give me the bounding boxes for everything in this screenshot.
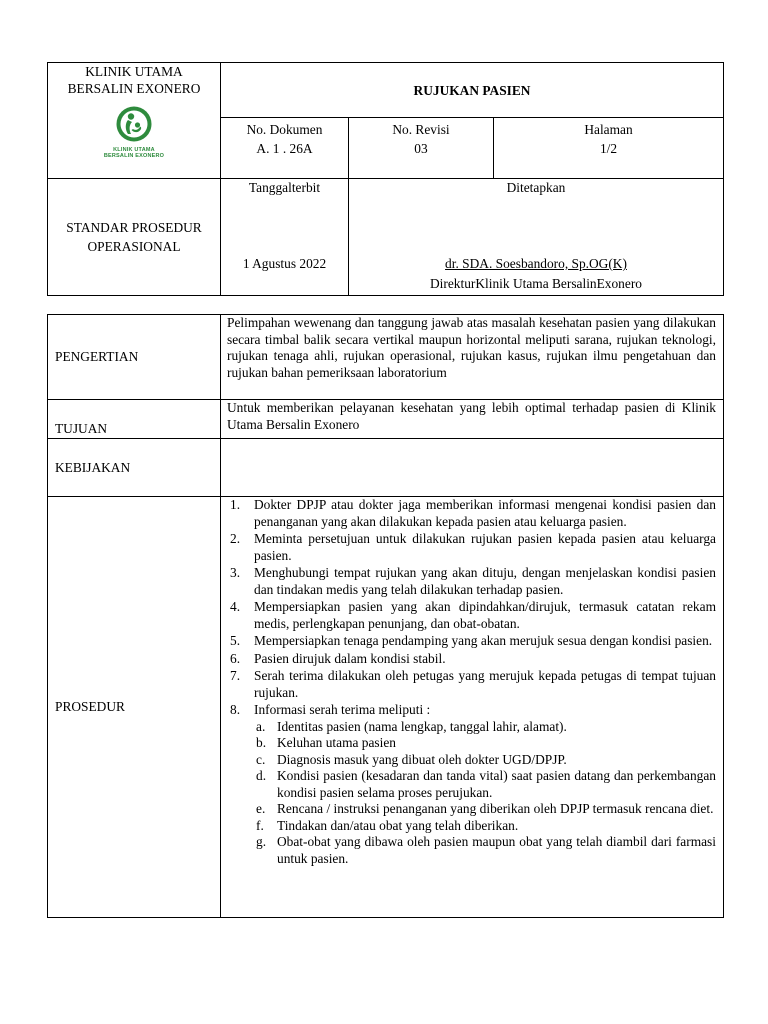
- document-number-cell: [221, 118, 349, 179]
- list-item: 2. Meminta persetujuan untuk dilakukan rujukan pasien kepada pasien atau keluarga pasien.: [230, 531, 716, 563]
- list-item: 7. Serah terima dilakukan oleh petugas yang merujuk kepada petugas di tempat tujuan rujukan.: [230, 668, 716, 700]
- sublist-item: d. Kondisi pasien (kesadaran dan tanda vital) saat pasien datang dan perkembangan kondisi pasien selama proses perujukan.: [256, 768, 716, 800]
- procedure-steps-list: [227, 497, 716, 867]
- issue-date-label: Tanggalterbit: [248, 180, 321, 195]
- list-item: 4. Mempersiapkan pasien yang akan dipindahkan/dirujuk, termasuk catatan rekam medis, perlengkapan penunjang, dan obat-obatan.: [230, 599, 716, 631]
- list-item: 8. Informasi serah terima meliputi : a. Identitas pasien (nama lengkap, tanggal lahir, alamat). b. Keluhan utama pasien c. Diagnosis masuk yang dibuat oleh dokter UGD/DPJP. d. Kondisi pasien (kesadaran dan tanda vital) saat pasien datang dan perkembangan kondisi pasien selama proses perujukan. e. Rencana / instruksi penanganan yang diberikan oleh DPJP termasuk rencana diet. f. Tindakan dan/atau obat yang telah diberikan. g. Obat-obat yang dibawa oleh pasien maupun obat yang telah diambil dari farmasi untuk pasien.: [230, 702, 716, 866]
- section-text-kebijakan: [221, 439, 724, 497]
- mother-and-child-icon: [114, 105, 154, 143]
- section-label-prosedur: PROSEDUR: [48, 497, 221, 918]
- row-pengertian: [48, 315, 724, 400]
- document-number-value: A. 1 . 26A: [256, 141, 313, 156]
- clinic-name-line1: KLINIK UTAMA: [85, 64, 183, 79]
- sop-line2: OPERASIONAL: [87, 239, 181, 254]
- section-text-tujuan: Untuk memberikan pelayanan kesehatan yang lebih optimal terhadap pasien di Klinik Utama Bersalin Exonero: [221, 400, 724, 439]
- clinic-identity-cell: [48, 63, 221, 179]
- approval-label: Ditetapkan: [506, 180, 566, 195]
- row-kebijakan: [48, 439, 724, 497]
- document-number-label: No. Dokumen: [246, 122, 323, 137]
- revision-cell: [349, 118, 494, 179]
- sop-line1: STANDAR PROSEDUR: [66, 220, 202, 235]
- section-text-pengertian: Pelimpahan wewenang dan tanggung jawab atas masalah kesehatan pasien yang dilakukan secara timbal balik secara vertikal maupun horizontal meliputi sarana, rujukan teknologi, rujukan tenaga ahli, rujukan operasional, rujukan kasus, rujukan ilmu pengetahuan dan rujukan bahan pemeriksaan laboratorium: [221, 315, 724, 400]
- approval-cell: [349, 179, 724, 296]
- list-item: 6. Pasien dirujuk dalam kondisi stabil.: [230, 650, 446, 666]
- handover-info-sublist: [254, 719, 716, 868]
- logo-text-line2: BERSALIN EXONERO: [103, 153, 165, 159]
- page-cell: [494, 118, 724, 179]
- revision-value: 03: [414, 141, 428, 156]
- sop-cell: [48, 179, 221, 296]
- clinic-name-line2: BERSALIN EXONERO: [67, 81, 201, 96]
- sublist-item: a. Identitas pasien (nama lengkap, tanggal lahir, alamat).: [256, 718, 567, 734]
- document-header-table: [47, 62, 724, 296]
- issue-date-cell: [221, 179, 349, 296]
- section-label-kebijakan: KEBIJAKAN: [48, 439, 221, 497]
- sublist-item: f. Tindakan dan/atau obat yang telah diberikan.: [256, 817, 519, 833]
- row-prosedur: [48, 497, 724, 918]
- approver-title: DirekturKlinik Utama BersalinExonero: [430, 276, 642, 291]
- approver-name: dr. SDA. Soesbandoro, Sp.OG(K): [445, 256, 627, 271]
- revision-label: No. Revisi: [392, 122, 450, 137]
- section-label-tujuan: TUJUAN: [48, 400, 221, 439]
- clinic-logo: [48, 105, 220, 159]
- row-tujuan: [48, 400, 724, 439]
- sublist-item: c. Diagnosis masuk yang dibuat oleh dokter UGD/DPJP.: [256, 751, 567, 767]
- sublist-item: g. Obat-obat yang dibawa oleh pasien maupun obat yang telah diambil dari farmasi untuk pasien.: [256, 834, 716, 866]
- issue-date-value: 1 Agustus 2022: [242, 256, 327, 271]
- page-label: Halaman: [584, 122, 633, 137]
- list-item: 5. Mempersiapkan tenaga pendamping yang akan merujuk sesua dengan kondisi pasien.: [230, 633, 713, 648]
- section-label-pengertian: PENGERTIAN: [48, 315, 221, 400]
- list-item: 3. Menghubungi tempat rujukan yang akan dituju, dengan menjelaskan kondisi pasien dan tindakan medis yang telah dilakukan terhadap pasien.: [230, 565, 716, 597]
- section-text-prosedur: [221, 497, 724, 918]
- logo-text-line1: KLINIK UTAMA: [113, 147, 155, 153]
- procedure-content-table: [47, 314, 724, 918]
- list-item: 1. Dokter DPJP atau dokter jaga memberikan informasi mengenai kondisi pasien dan penanganan yang akan dilakukan kepada pasien atau keluarga pasien.: [230, 497, 716, 529]
- sublist-item: e. Rencana / instruksi penanganan yang diberikan oleh DPJP termasuk rencana diet.: [256, 801, 714, 816]
- document-title: RUJUKAN PASIEN: [221, 63, 724, 118]
- sublist-item: b. Keluhan utama pasien: [256, 735, 396, 750]
- page-value: 1/2: [599, 141, 618, 156]
